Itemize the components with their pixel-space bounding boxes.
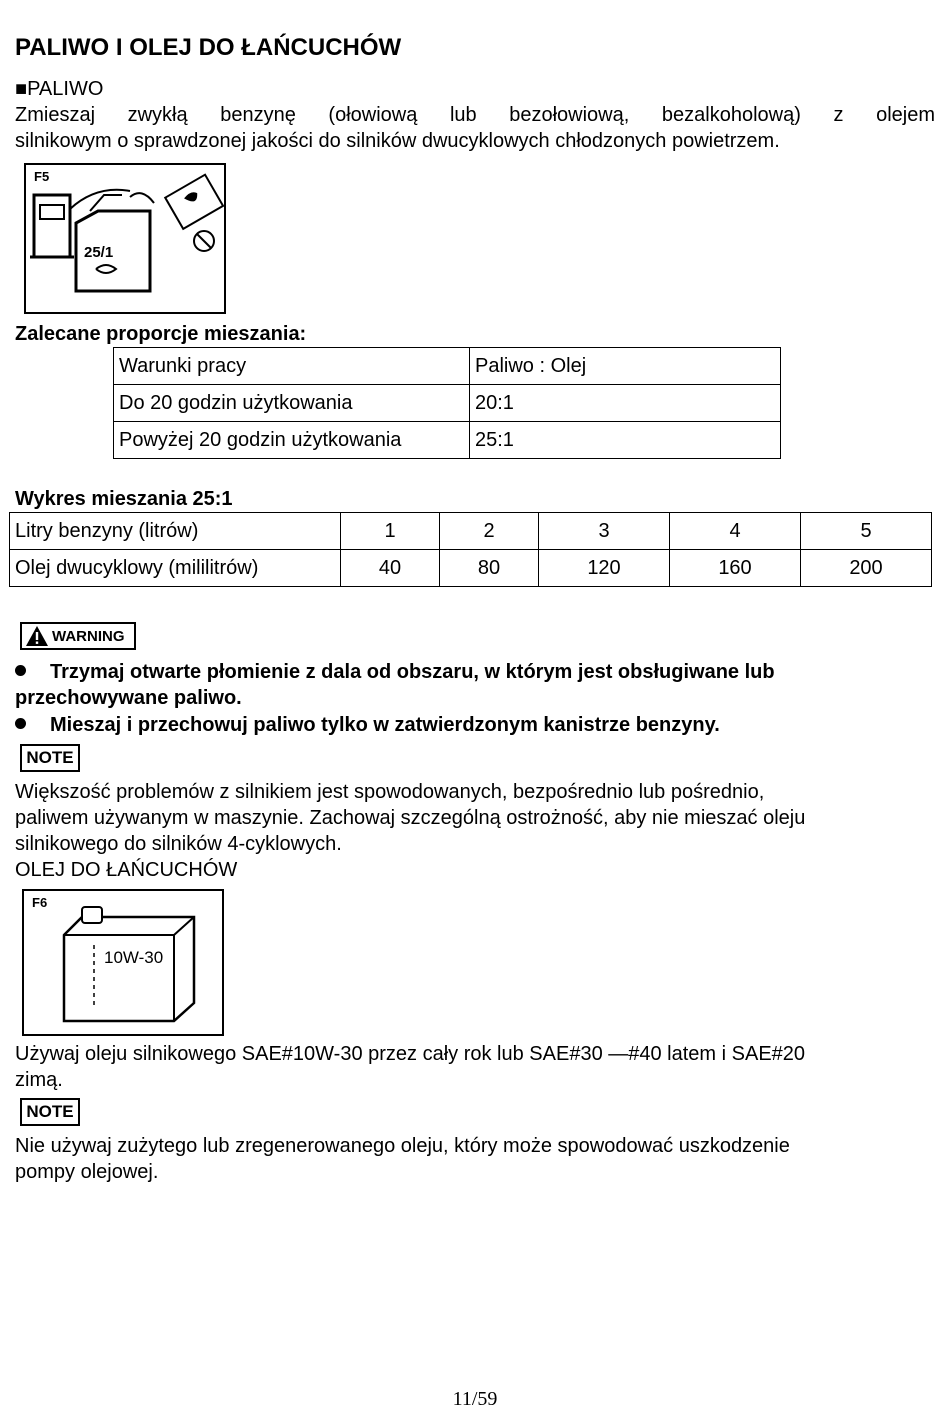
bullet-icon [15, 718, 26, 729]
note1-line1: Większość problemów z silnikiem jest spowodowanych, bezpośrednio lub pośrednio, [15, 781, 765, 803]
fuel-heading: ■PALIWO [15, 78, 104, 100]
oil-can-label: 10W-30 [104, 948, 164, 967]
table-cell: Do 20 godzin użytkowania [114, 385, 470, 422]
table-cell: Paliwo : Olej [470, 348, 781, 385]
fuel-can-label: 25/1 [84, 244, 114, 261]
warning-bullet-1 [15, 659, 775, 685]
table-cell: Litry benzyny (litrów) [10, 513, 341, 550]
table-cell: 20:1 [470, 385, 781, 422]
table-cell: 1 [341, 513, 440, 550]
note-badge [20, 744, 80, 772]
table-row [10, 550, 932, 587]
warning-bullet-1-text: Trzymaj otwarte płomienie z dala od obszaru, w którym jest obsługiwane lub [50, 661, 775, 683]
table-cell: Powyżej 20 godzin użytkowania [114, 422, 470, 459]
note1-line2: paliwem używanym w maszynie. Zachowaj szczególną ostrożność, aby nie mieszać oleju [15, 807, 806, 829]
note-badge [20, 1098, 80, 1126]
warning-bullet-2 [15, 712, 720, 738]
figure-label-f5: F5 [34, 169, 50, 184]
chain-oil-figure [22, 889, 224, 1036]
table-cell: 4 [670, 513, 801, 550]
mix-ratio-table [113, 347, 781, 459]
table-cell: 80 [440, 550, 539, 587]
table-cell: 200 [801, 550, 932, 587]
page-title: PALIWO I OLEJ DO ŁAŃCUCHÓW [15, 34, 402, 61]
note2-line2: pompy olejowej. [15, 1161, 159, 1183]
page-number: 11/59 [452, 1388, 498, 1410]
mix-chart-heading: Wykres mieszania 25:1 [15, 488, 233, 510]
chain-oil-line2: zimą. [15, 1069, 63, 1091]
bullet-icon [15, 665, 26, 676]
chain-oil-heading: OLEJ DO ŁAŃCUCHÓW [15, 859, 238, 881]
table-row [114, 348, 781, 385]
table-cell: 120 [539, 550, 670, 587]
fuel-mixing-figure [24, 163, 226, 314]
figure-label-f6: F6 [32, 895, 48, 910]
note1-line3: silnikowego do silników 4-cyklowych. [15, 833, 342, 855]
warning-bullet-1-cont: przechowywane paliwo. [15, 687, 242, 709]
table-cell: 5 [801, 513, 932, 550]
table-cell: 3 [539, 513, 670, 550]
warning-badge-label: WARNING [52, 627, 125, 645]
note-badge-label: NOTE [26, 748, 74, 767]
table-cell: 2 [440, 513, 539, 550]
fuel-text-line2: silnikowym o sprawdzonej jakości do silników dwucyklowych chłodzonych powietrzem. [15, 130, 780, 152]
warning-triangle-icon [25, 625, 49, 647]
fuel-text-line1: Zmieszaj zwykłą benzynę (ołowiową lub bezołowiową, bezalkoholową) z olejem [15, 104, 935, 126]
table-cell: Warunki pracy [114, 348, 470, 385]
warning-badge [20, 622, 136, 650]
mix-chart-table [9, 512, 932, 587]
fuel-can-illustration [26, 165, 224, 312]
table-row [114, 385, 781, 422]
mix-ratio-heading: Zalecane proporcje mieszania: [15, 323, 307, 345]
warning-bullet-2-text: Mieszaj i przechowuj paliwo tylko w zatwierdzonym kanistrze benzyny. [50, 714, 720, 736]
note2-line1: Nie używaj zużytego lub zregenerowanego oleju, który może spowodować uszkodzenie [15, 1135, 790, 1157]
chain-oil-line1: Używaj oleju silnikowego SAE#10W-30 przez cały rok lub SAE#30 —#40 latem i SAE#20 [15, 1043, 806, 1065]
oil-can-illustration [24, 891, 222, 1034]
table-cell: Olej dwucyklowy (mililitrów) [10, 550, 341, 587]
table-cell: 25:1 [470, 422, 781, 459]
table-row [10, 513, 932, 550]
table-row [114, 422, 781, 459]
table-cell: 160 [670, 550, 801, 587]
note-badge-label: NOTE [26, 1102, 74, 1121]
table-cell: 40 [341, 550, 440, 587]
